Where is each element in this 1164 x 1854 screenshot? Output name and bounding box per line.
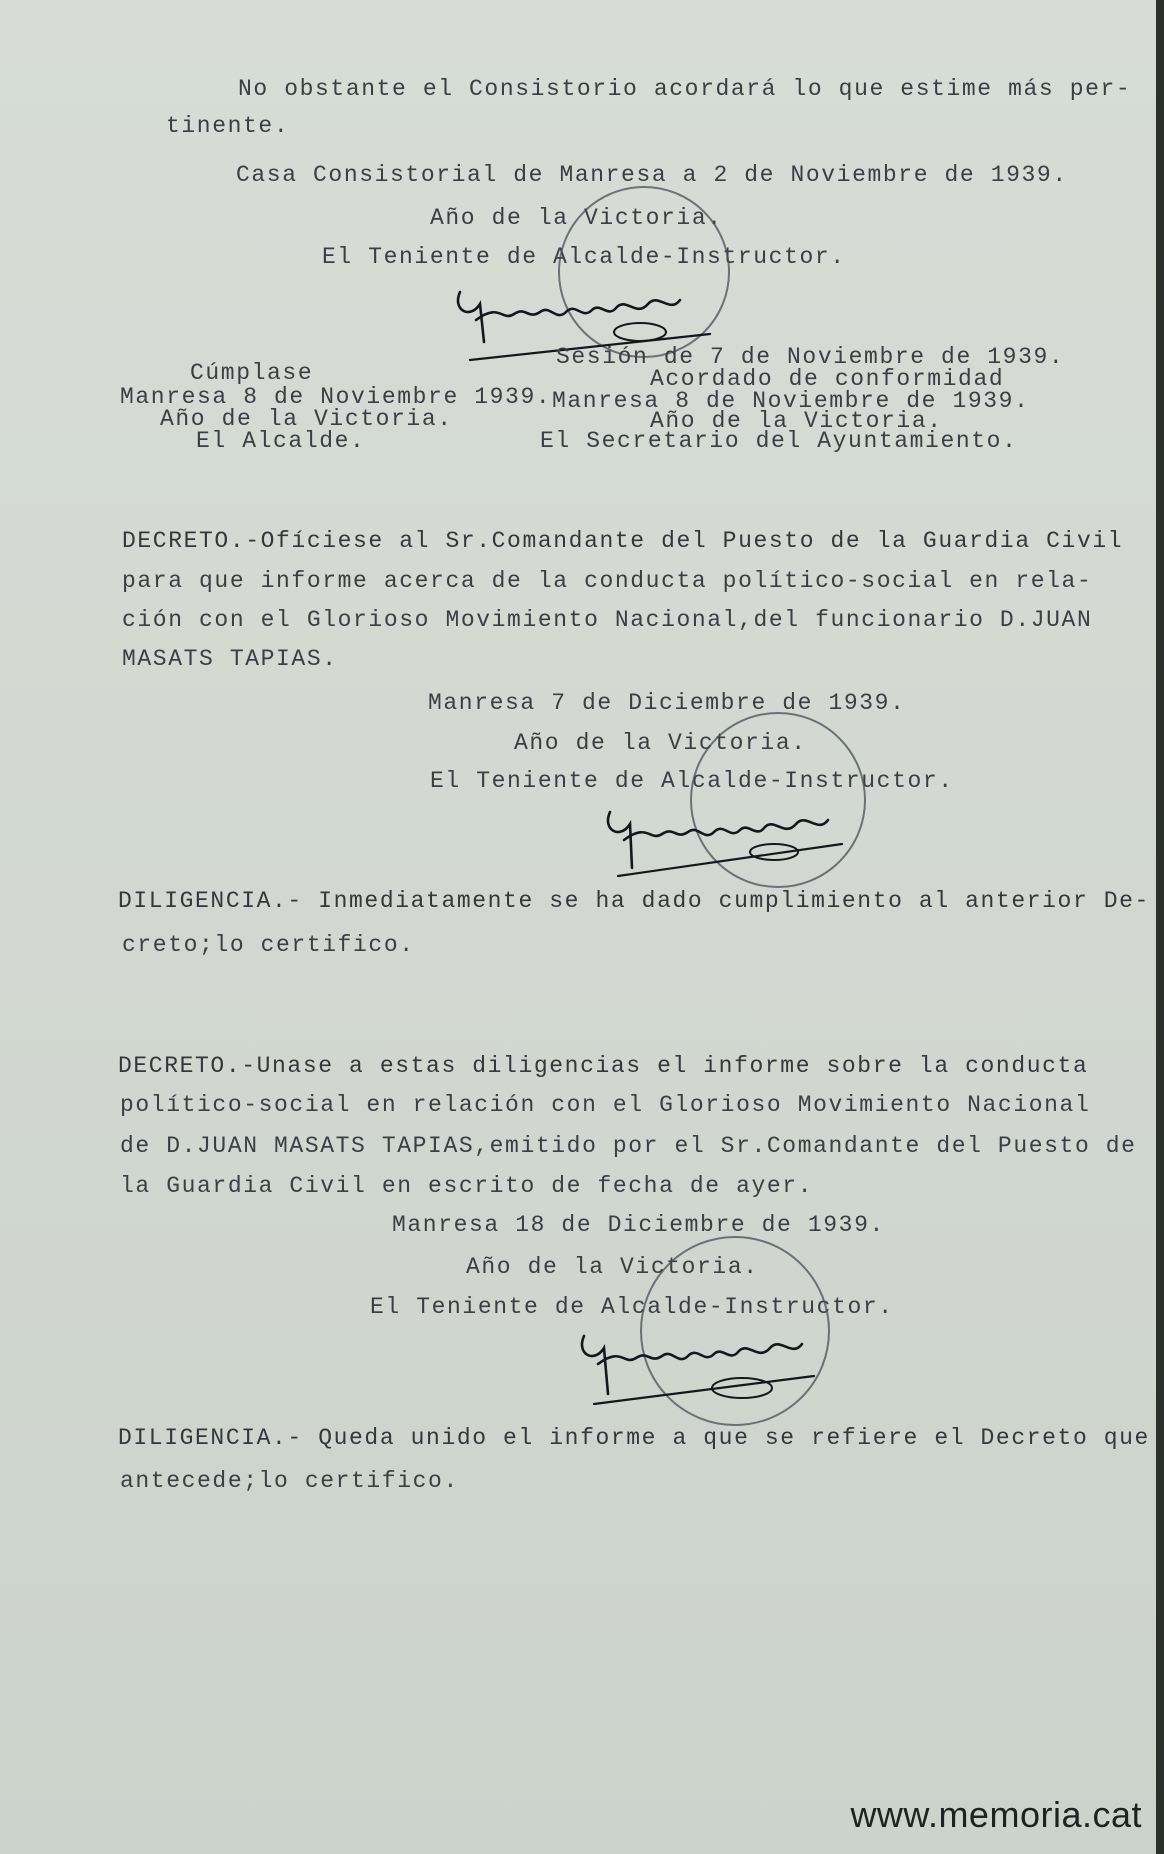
decreto-1-line-4: MASATS TAPIAS. (122, 646, 338, 672)
year-2: Año de la Victoria. (514, 730, 807, 756)
right-block-line-1: Sesión de 7 de Noviembre de 1939. (556, 344, 1065, 370)
decreto-1-line-2: para que informe acerca de la conducta político-social en rela- (122, 568, 1093, 594)
decreto-2-line-1: DECRETO.-Unase a estas diligencias el informe sobre la conducta (118, 1053, 1089, 1079)
year-3: Año de la Victoria. (466, 1254, 759, 1280)
place-date-3: Manresa 18 de Diciembre de 1939. (392, 1212, 885, 1238)
signer-1: El Teniente de Alcalde-Instructor. (322, 244, 846, 270)
paragraph-1-line-1: No obstante el Consistorio acordará lo que estime más per- (238, 76, 1132, 102)
diligencia-2-line-2: antecede;lo certifico. (120, 1468, 459, 1494)
diligencia-1-line-1: DILIGENCIA.- Inmediatamente se ha dado cumplimiento al anterior De- (118, 888, 1150, 914)
place-date-1: Casa Consistorial de Manresa a 2 de Noviembre de 1939. (236, 162, 1068, 188)
right-block-line-2: Acordado de conformidad (650, 366, 1005, 392)
right-block-line-3: Manresa 8 de Noviembre de 1939. (552, 388, 1030, 414)
left-block-line-4: El Alcalde. (196, 428, 366, 454)
diligencia-1-line-2: creto;lo certifico. (122, 932, 415, 958)
diligencia-2-line-1: DILIGENCIA.- Queda unido el informe a que se refiere el Decreto que (118, 1425, 1150, 1451)
right-block-line-4: Año de la Victoria. (650, 408, 943, 434)
decreto-2-line-2: político-social en relación con el Glorioso Movimiento Nacional (120, 1092, 1091, 1118)
left-block-line-3: Año de la Victoria. (160, 406, 453, 432)
watermark: www.memoria.cat (850, 1794, 1142, 1835)
paragraph-1-line-2: tinente. (166, 113, 290, 139)
decreto-1-line-3: ción con el Glorioso Movimiento Nacional,del funcionario D.JUAN (122, 607, 1093, 633)
page-edge-shadow (1156, 0, 1164, 1854)
decreto-2-line-4: la Guardia Civil en escrito de fecha de ayer. (120, 1173, 814, 1199)
signer-3: El Teniente de Alcalde-Instructor. (370, 1294, 894, 1320)
left-block-line-1: Cúmplase (190, 360, 314, 386)
signature-2 (592, 796, 852, 886)
right-block-line-5: El Secretario del Ayuntamiento. (540, 428, 1018, 454)
left-block-line-2: Manresa 8 de Noviembre 1939. (120, 384, 552, 410)
place-date-2: Manresa 7 de Diciembre de 1939. (428, 690, 906, 716)
year-1: Año de la Victoria. (430, 205, 723, 231)
signer-2: El Teniente de Alcalde-Instructor. (430, 768, 954, 794)
decreto-2-line-3: de D.JUAN MASATS TAPIAS,emitido por el Sr.Comandante del Puesto de (120, 1133, 1137, 1159)
signature-3 (566, 1318, 826, 1414)
decreto-1-line-1: DECRETO.-Ofíciese al Sr.Comandante del Puesto de la Guardia Civil (122, 528, 1124, 554)
